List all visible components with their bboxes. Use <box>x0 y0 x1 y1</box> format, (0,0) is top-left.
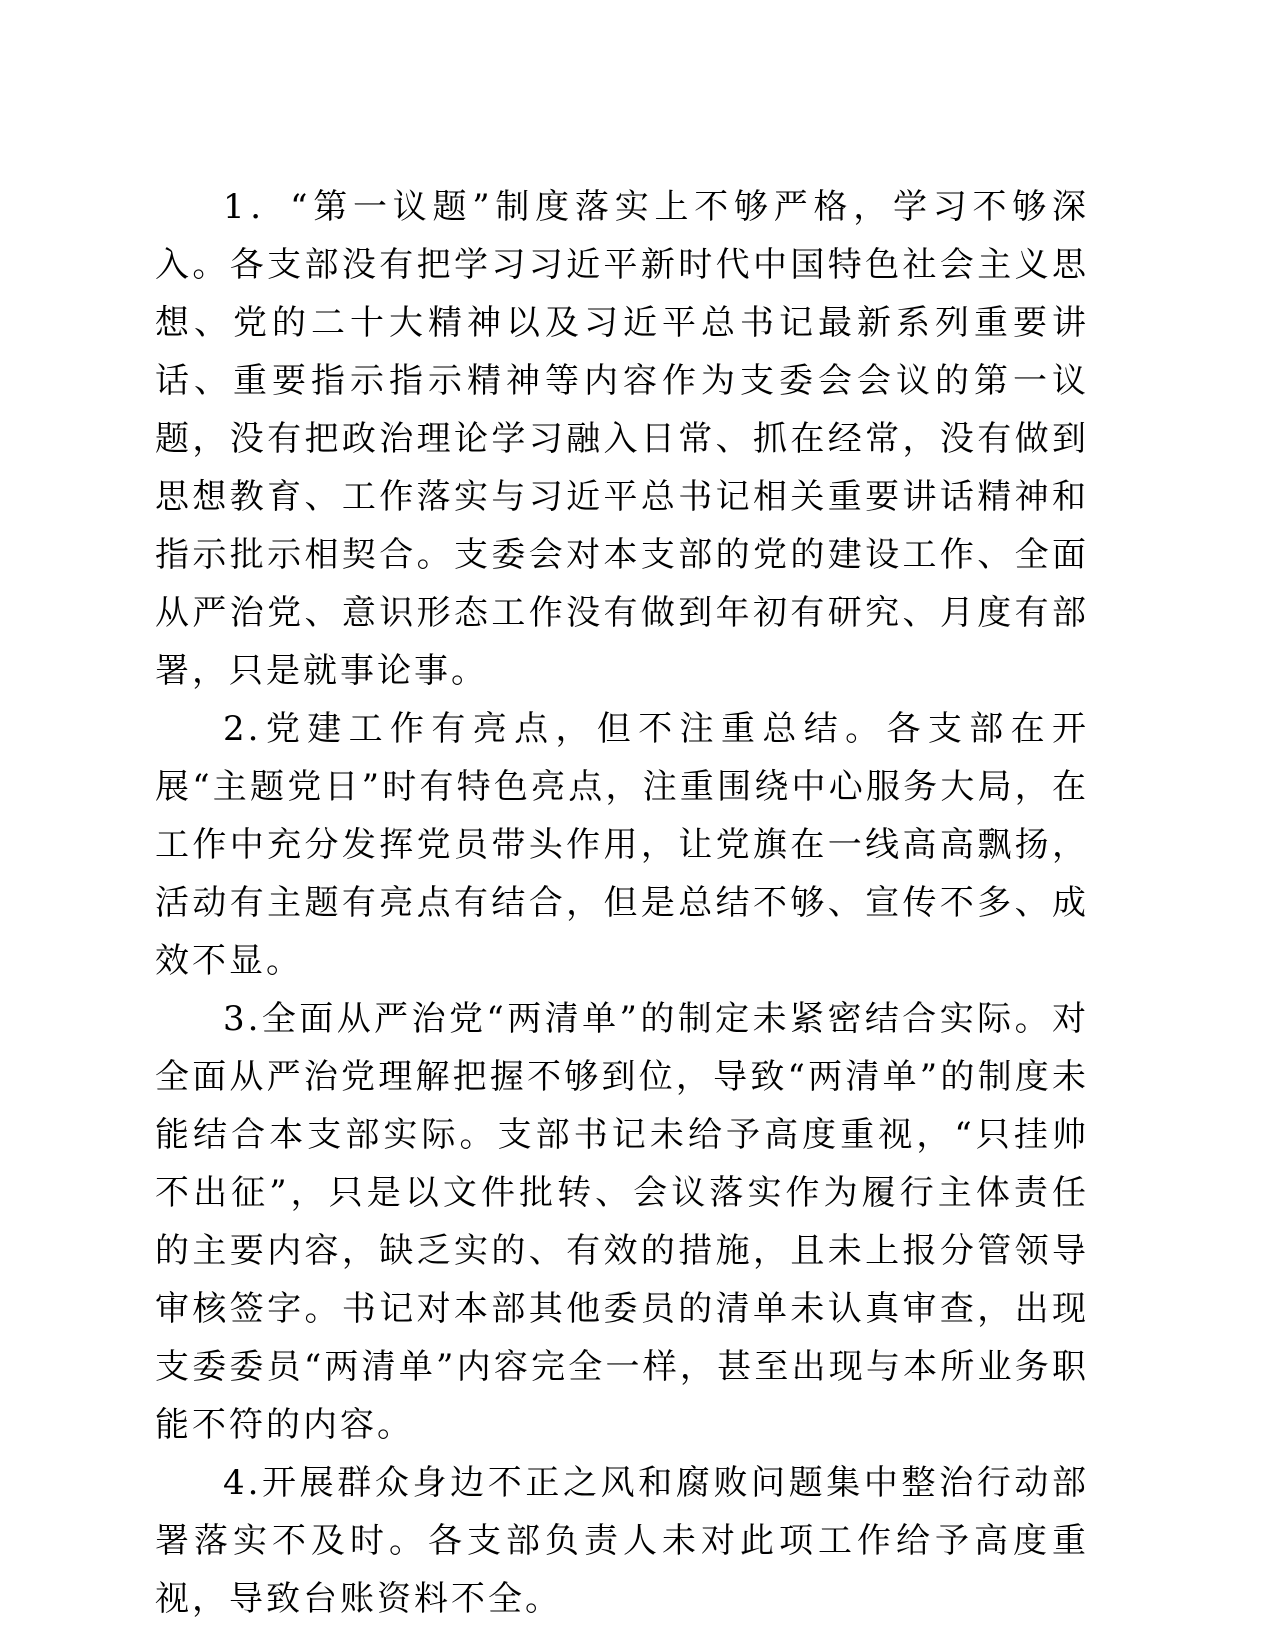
document-body <box>155 178 1089 1628</box>
paragraph-2: 2.党建工作有亮点，但不注重总结。各支部在开展“主题党日”时有特色亮点，注重围绕中心服务大局，在工作中充分发挥党员带头作用，让党旗在一线高高飘扬，活动有主题有亮点有结合，但是总结不够、宣传不多、成效不显。 <box>155 709 1089 981</box>
paragraph-4: 4.开展群众身边不正之风和腐败问题集中整治行动部署落实不及时。各支部负责人未对此项工作给予高度重视，导致台账资料不全。 <box>155 1463 1089 1619</box>
paragraph-1: 1．“第一议题”制度落实上不够严格，学习不够深入。各支部没有把学习习近平新时代中国特色社会主义思想、党的二十大精神以及习近平总书记最新系列重要讲话、重要指示指示精神等内容作为支委会会议的第一议题，没有把政治理论学习融入日常、抓在经常，没有做到思想教育、工作落实与习近平总书记相关重要讲话精神和指示批示相契合。支委会对本支部的党的建设工作、全面从严治党、意识形态工作没有做到年初有研究、月度有部署，只是就事论事。 <box>155 187 1089 691</box>
paragraph-3: 3.全面从严治党“两清单”的制定未紧密结合实际。对全面从严治党理解把握不够到位，导致“两清单”的制度未能结合本支部实际。支部书记未给予高度重视，“只挂帅不出征”，只是以文件批转、会议落实作为履行主体责任的主要内容，缺乏实的、有效的措施，且未上报分管领导审核签字。书记对本部其他委员的清单未认真审查，出现支委委员“两清单”内容完全一样，甚至出现与本所业务职能不符的内容。 <box>155 999 1089 1445</box>
